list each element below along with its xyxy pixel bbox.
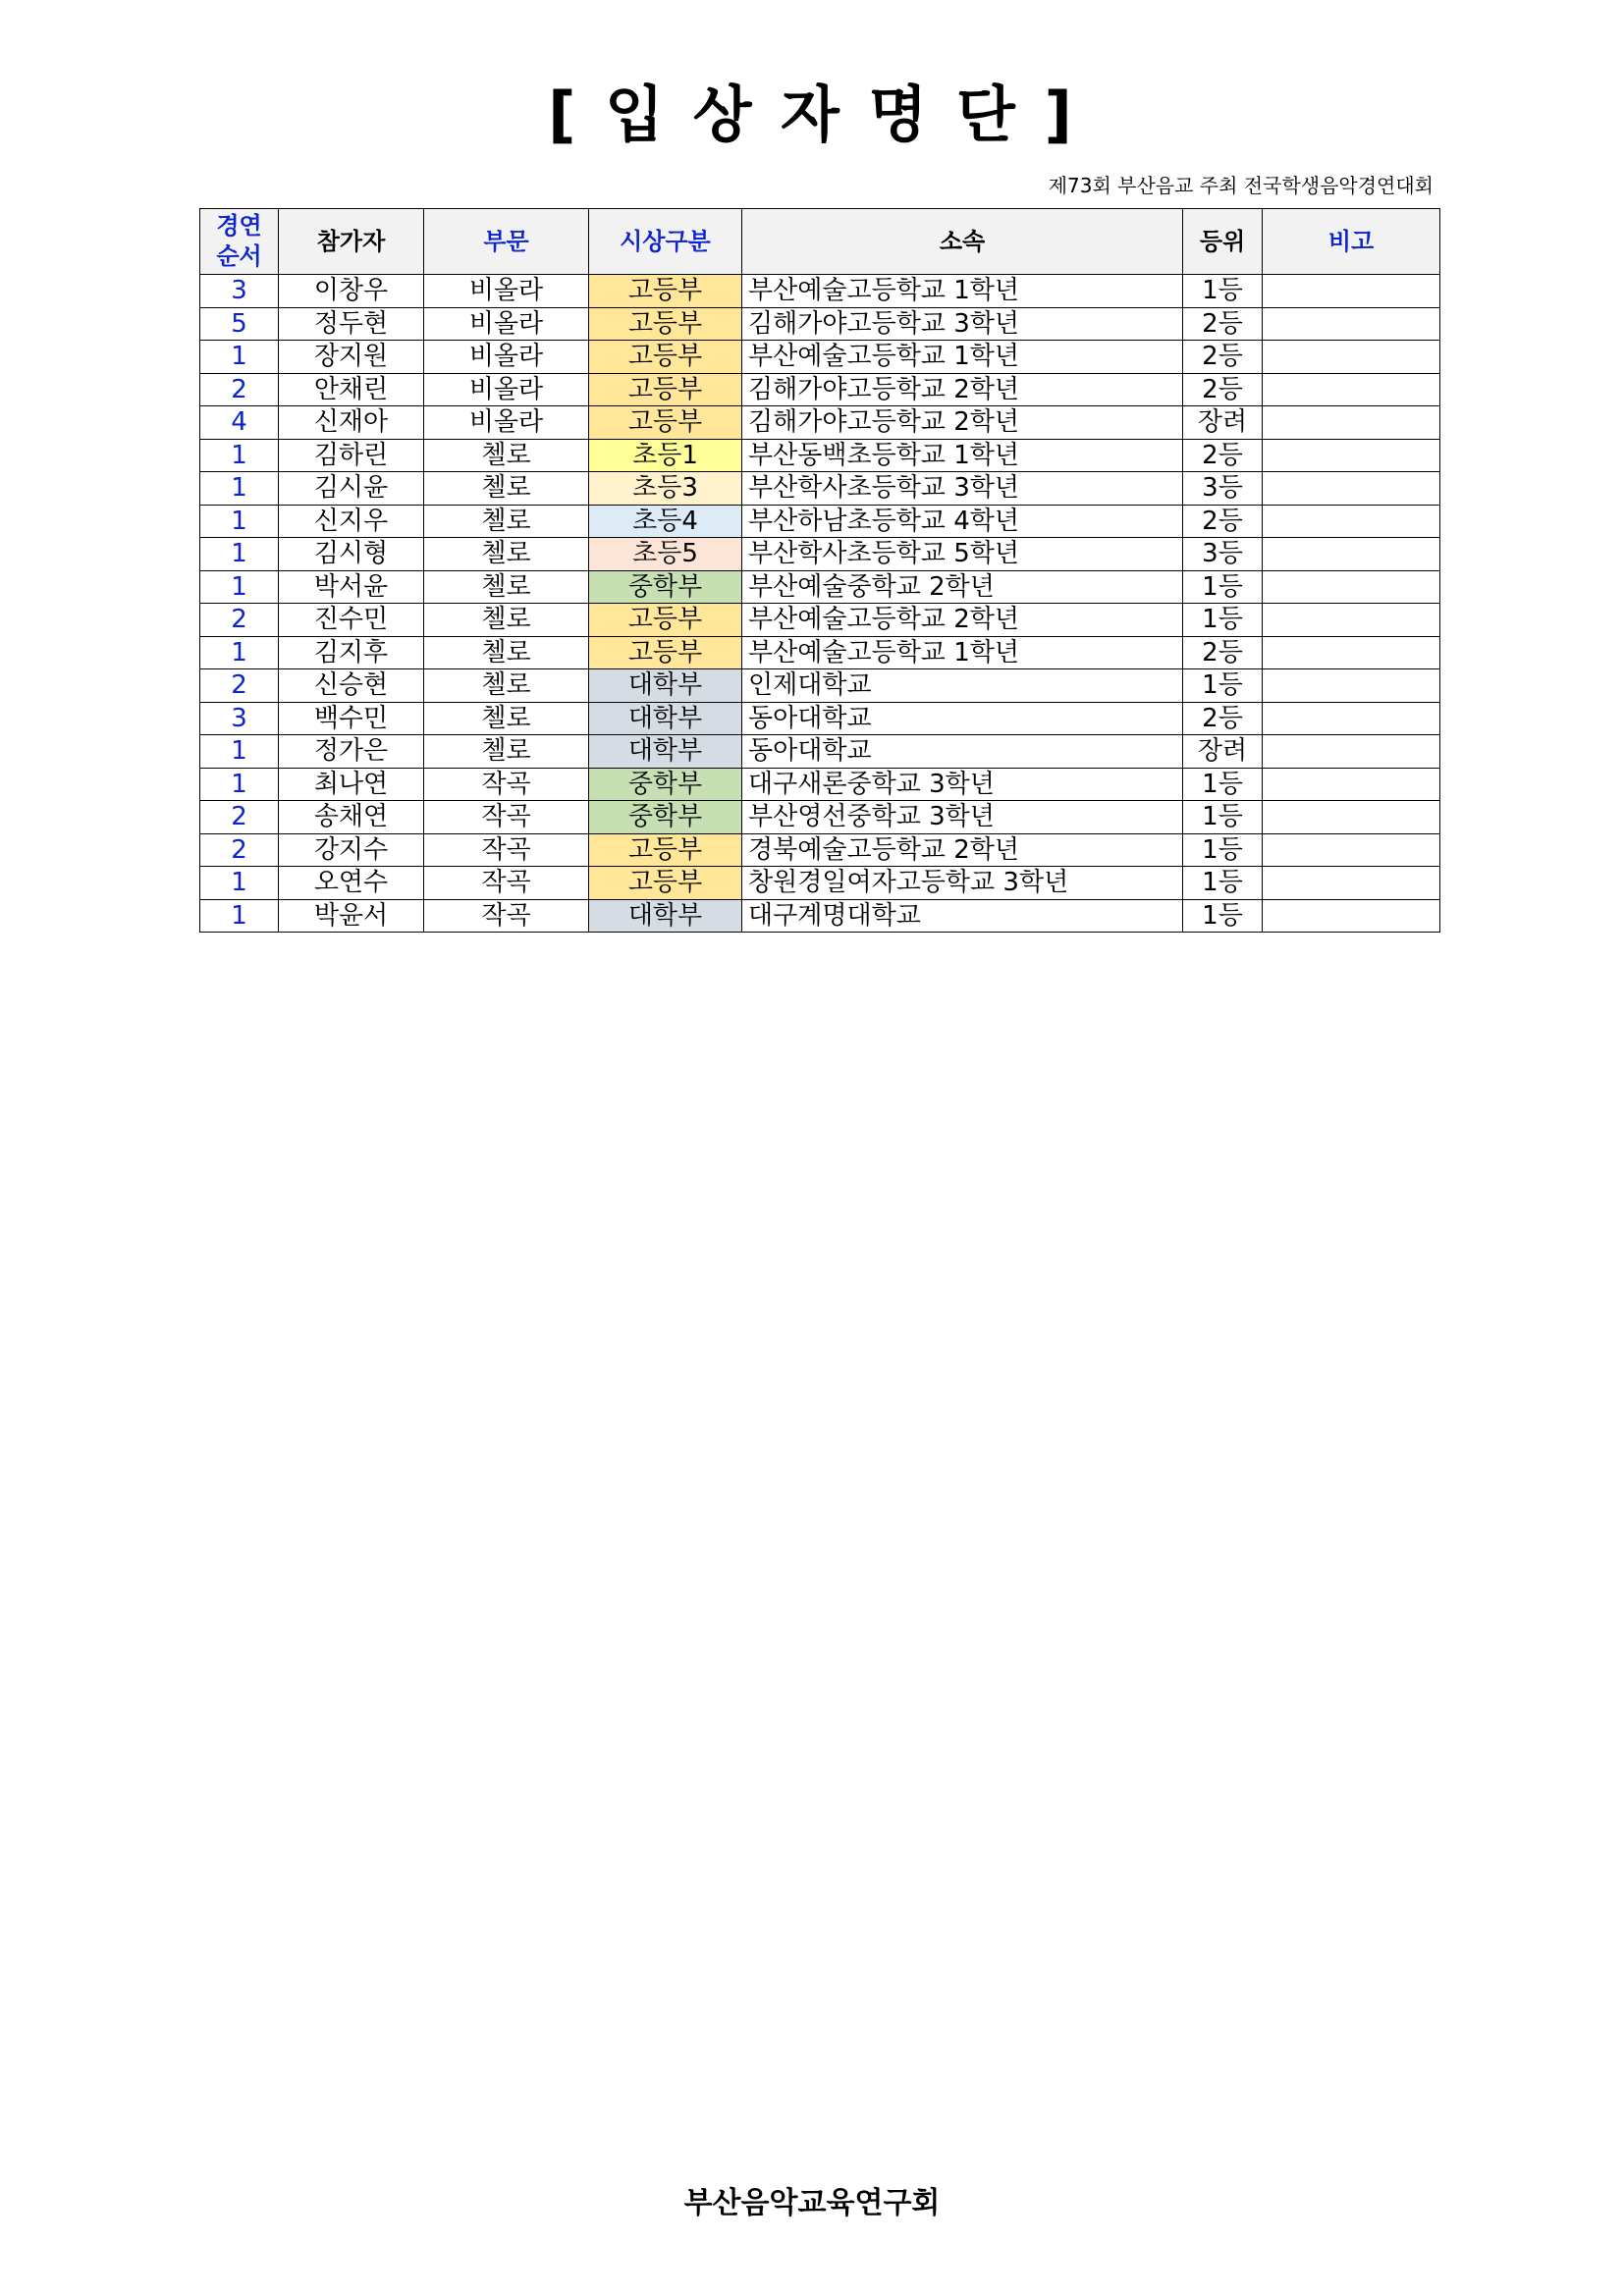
cell-rank: 1등	[1183, 801, 1263, 834]
cell-division: 작곡	[424, 801, 589, 834]
cell-category: 대학부	[589, 669, 742, 703]
cell-note	[1263, 341, 1440, 374]
cell-order: 1	[200, 735, 279, 769]
table-row	[200, 735, 1440, 769]
table-row	[200, 439, 1440, 472]
cell-category: 대학부	[589, 899, 742, 933]
cell-rank: 1등	[1183, 570, 1263, 604]
cell-category: 고등부	[589, 867, 742, 900]
cell-category: 초등3	[589, 472, 742, 506]
table-row	[200, 867, 1440, 900]
table-row	[200, 570, 1440, 604]
cell-category: 고등부	[589, 275, 742, 308]
cell-note	[1263, 307, 1440, 341]
cell-division: 비올라	[424, 341, 589, 374]
cell-category: 초등5	[589, 538, 742, 571]
cell-note	[1263, 373, 1440, 406]
cell-participant: 김시형	[279, 538, 424, 571]
cell-rank: 2등	[1183, 373, 1263, 406]
cell-note	[1263, 604, 1440, 637]
cell-affiliation: 김해가야고등학교 3학년	[742, 307, 1183, 341]
cell-participant: 신지우	[279, 505, 424, 538]
table-row	[200, 538, 1440, 571]
cell-order: 2	[200, 801, 279, 834]
cell-rank: 3등	[1183, 538, 1263, 571]
cell-division: 작곡	[424, 833, 589, 867]
cell-note	[1263, 801, 1440, 834]
cell-participant: 신재아	[279, 406, 424, 440]
cell-affiliation: 부산예술고등학교 1학년	[742, 275, 1183, 308]
cell-rank: 1등	[1183, 867, 1263, 900]
cell-affiliation: 부산영선중학교 3학년	[742, 801, 1183, 834]
cell-note	[1263, 275, 1440, 308]
cell-division: 비올라	[424, 373, 589, 406]
header-note: 비고	[1263, 209, 1440, 275]
cell-category: 초등4	[589, 505, 742, 538]
cell-order: 1	[200, 636, 279, 669]
cell-category: 고등부	[589, 373, 742, 406]
cell-division: 첼로	[424, 636, 589, 669]
cell-affiliation: 김해가야고등학교 2학년	[742, 406, 1183, 440]
table-row	[200, 307, 1440, 341]
cell-division: 첼로	[424, 439, 589, 472]
table-row	[200, 833, 1440, 867]
cell-participant: 정두현	[279, 307, 424, 341]
cell-category: 고등부	[589, 604, 742, 637]
table-row	[200, 275, 1440, 308]
cell-order: 2	[200, 833, 279, 867]
cell-participant: 박서윤	[279, 570, 424, 604]
cell-note	[1263, 669, 1440, 703]
cell-order: 2	[200, 373, 279, 406]
cell-participant: 신승현	[279, 669, 424, 703]
cell-note	[1263, 636, 1440, 669]
cell-rank: 2등	[1183, 341, 1263, 374]
cell-affiliation: 경북예술고등학교 2학년	[742, 833, 1183, 867]
cell-note	[1263, 899, 1440, 933]
cell-note	[1263, 439, 1440, 472]
header-category: 시상구분	[589, 209, 742, 275]
cell-rank: 2등	[1183, 702, 1263, 735]
cell-division: 첼로	[424, 735, 589, 769]
cell-category: 중학부	[589, 768, 742, 801]
cell-rank: 1등	[1183, 669, 1263, 703]
header-affiliation: 소속	[742, 209, 1183, 275]
cell-division: 비올라	[424, 275, 589, 308]
cell-participant: 강지수	[279, 833, 424, 867]
cell-affiliation: 부산예술고등학교 1학년	[742, 636, 1183, 669]
cell-order: 3	[200, 275, 279, 308]
cell-note	[1263, 472, 1440, 506]
cell-rank: 2등	[1183, 439, 1263, 472]
table-row	[200, 636, 1440, 669]
cell-affiliation: 대구계명대학교	[742, 899, 1183, 933]
header-row	[200, 209, 1440, 275]
cell-affiliation: 동아대학교	[742, 735, 1183, 769]
cell-affiliation: 창원경일여자고등학교 3학년	[742, 867, 1183, 900]
cell-participant: 최나연	[279, 768, 424, 801]
cell-category: 고등부	[589, 307, 742, 341]
cell-category: 초등1	[589, 439, 742, 472]
cell-rank: 2등	[1183, 505, 1263, 538]
cell-category: 대학부	[589, 735, 742, 769]
table-row	[200, 373, 1440, 406]
cell-rank: 1등	[1183, 899, 1263, 933]
cell-category: 고등부	[589, 636, 742, 669]
cell-division: 작곡	[424, 768, 589, 801]
cell-rank: 장려	[1183, 735, 1263, 769]
cell-order: 1	[200, 899, 279, 933]
table-header	[200, 209, 1440, 275]
table-row	[200, 669, 1440, 703]
cell-participant: 백수민	[279, 702, 424, 735]
table-row	[200, 604, 1440, 637]
cell-division: 첼로	[424, 570, 589, 604]
table-row	[200, 768, 1440, 801]
cell-division: 비올라	[424, 406, 589, 440]
cell-category: 중학부	[589, 570, 742, 604]
page-title: [ 입 상 자 명 단 ]	[548, 79, 1076, 150]
cell-affiliation: 대구새론중학교 3학년	[742, 768, 1183, 801]
cell-order: 1	[200, 538, 279, 571]
cell-category: 고등부	[589, 341, 742, 374]
cell-division: 비올라	[424, 307, 589, 341]
cell-note	[1263, 867, 1440, 900]
cell-rank: 1등	[1183, 604, 1263, 637]
cell-order: 1	[200, 570, 279, 604]
cell-category: 중학부	[589, 801, 742, 834]
cell-order: 1	[200, 439, 279, 472]
header-order	[200, 209, 279, 275]
cell-affiliation: 부산학사초등학교 3학년	[742, 472, 1183, 506]
cell-affiliation: 동아대학교	[742, 702, 1183, 735]
header-rank: 등위	[1183, 209, 1263, 275]
table-row	[200, 702, 1440, 735]
cell-participant: 김시윤	[279, 472, 424, 506]
cell-order: 3	[200, 702, 279, 735]
cell-order: 5	[200, 307, 279, 341]
cell-order: 1	[200, 505, 279, 538]
organizer-footer: 부산음악교육연구회	[683, 2186, 941, 2220]
cell-rank: 3등	[1183, 472, 1263, 506]
cell-affiliation: 부산예술중학교 2학년	[742, 570, 1183, 604]
cell-rank: 1등	[1183, 768, 1263, 801]
cell-participant: 정가은	[279, 735, 424, 769]
competition-subtitle: 제73회 부산음교 주최 전국학생음악경연대회	[1048, 174, 1434, 197]
winners-table	[199, 208, 1440, 933]
cell-division: 첼로	[424, 472, 589, 506]
cell-division: 첼로	[424, 702, 589, 735]
table-body	[200, 275, 1440, 933]
header-participant: 참가자	[279, 209, 424, 275]
cell-order: 1	[200, 341, 279, 374]
cell-note	[1263, 570, 1440, 604]
cell-affiliation: 부산동백초등학교 1학년	[742, 439, 1183, 472]
cell-affiliation: 부산하남초등학교 4학년	[742, 505, 1183, 538]
cell-note	[1263, 505, 1440, 538]
cell-division: 작곡	[424, 867, 589, 900]
cell-participant: 오연수	[279, 867, 424, 900]
cell-affiliation: 인제대학교	[742, 669, 1183, 703]
cell-order: 2	[200, 604, 279, 637]
cell-participant: 이창우	[279, 275, 424, 308]
cell-participant: 안채린	[279, 373, 424, 406]
cell-affiliation: 부산학사초등학교 5학년	[742, 538, 1183, 571]
cell-participant: 김지후	[279, 636, 424, 669]
cell-rank: 2등	[1183, 636, 1263, 669]
table-row	[200, 472, 1440, 506]
cell-note	[1263, 702, 1440, 735]
cell-rank: 장려	[1183, 406, 1263, 440]
table-row	[200, 406, 1440, 440]
cell-participant: 장지원	[279, 341, 424, 374]
cell-participant: 송채연	[279, 801, 424, 834]
cell-participant: 김하린	[279, 439, 424, 472]
header-division: 부문	[424, 209, 589, 275]
cell-order: 1	[200, 867, 279, 900]
table-row	[200, 899, 1440, 933]
cell-note	[1263, 768, 1440, 801]
cell-note	[1263, 538, 1440, 571]
cell-affiliation: 부산예술고등학교 2학년	[742, 604, 1183, 637]
cell-division: 첼로	[424, 669, 589, 703]
cell-note	[1263, 735, 1440, 769]
cell-order: 1	[200, 472, 279, 506]
cell-division: 첼로	[424, 604, 589, 637]
cell-participant: 박윤서	[279, 899, 424, 933]
table-row	[200, 505, 1440, 538]
cell-note	[1263, 833, 1440, 867]
cell-division: 첼로	[424, 505, 589, 538]
cell-affiliation: 부산예술고등학교 1학년	[742, 341, 1183, 374]
cell-note	[1263, 406, 1440, 440]
cell-category: 고등부	[589, 833, 742, 867]
table-row	[200, 341, 1440, 374]
cell-rank: 1등	[1183, 275, 1263, 308]
cell-category: 대학부	[589, 702, 742, 735]
cell-category: 고등부	[589, 406, 742, 440]
cell-order: 1	[200, 768, 279, 801]
cell-division: 작곡	[424, 899, 589, 933]
cell-participant: 진수민	[279, 604, 424, 637]
cell-order: 4	[200, 406, 279, 440]
cell-order: 2	[200, 669, 279, 703]
cell-affiliation: 김해가야고등학교 2학년	[742, 373, 1183, 406]
cell-rank: 1등	[1183, 833, 1263, 867]
table-row	[200, 801, 1440, 834]
header-order-label: 경연 순서	[216, 212, 262, 270]
cell-division: 첼로	[424, 538, 589, 571]
cell-rank: 2등	[1183, 307, 1263, 341]
